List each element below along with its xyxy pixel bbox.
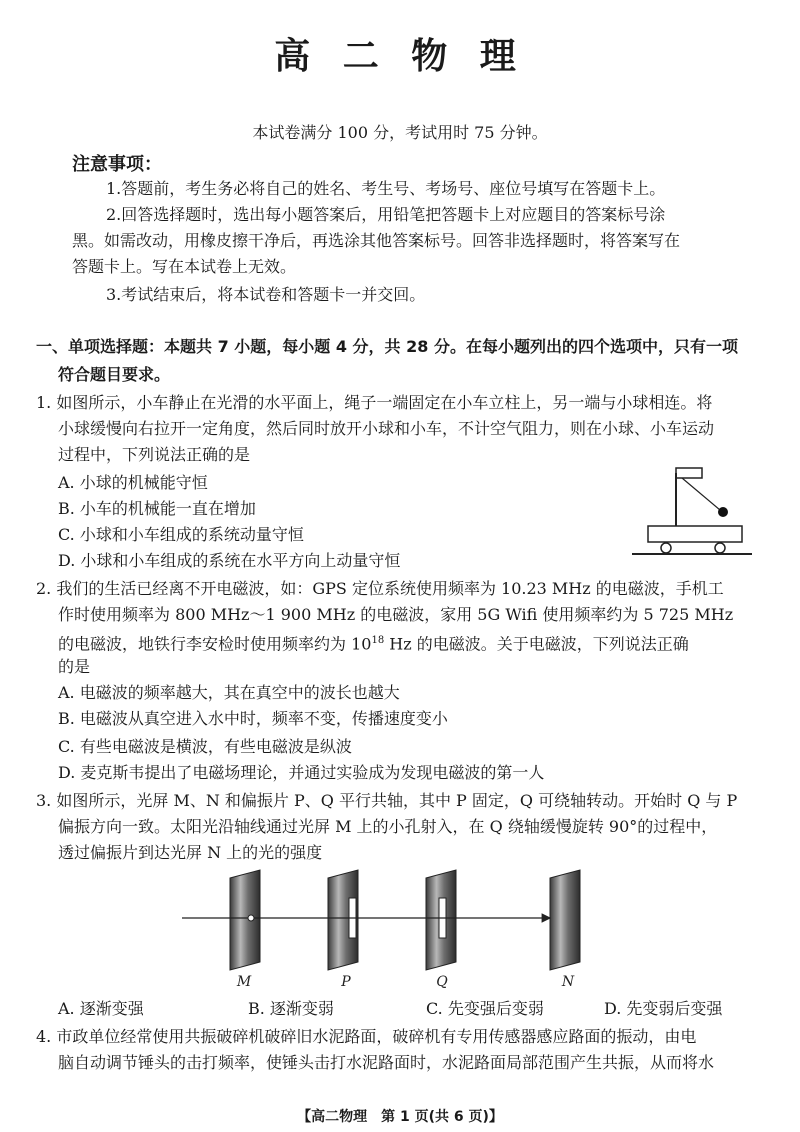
q3-stem: 偏振方向一致。太阳光沿轴线通过光屏 M 上的小孔射入，在 Q 绕轴缓慢旋转 90°的过程中，	[58, 817, 718, 836]
pendulum-string	[682, 478, 720, 510]
label-p: P	[341, 974, 351, 988]
notice-line: 2.回答选择题时，选出每小题答案后，用铅笔把答题卡上对应题目的答案标号涂	[106, 205, 666, 224]
q3-stem: 透过偏振片到达光屏 N 上的光的强度	[58, 843, 323, 862]
q1-stem: 1. 如图所示，小车静止在光滑的水平面上，绳子一端固定在小车立柱上，另一端与小球相连。将	[36, 393, 713, 412]
q2-option-a: A. 电磁波的频率越大，其在真空中的波长也越大	[58, 683, 400, 702]
notice-line: 答题卡上。写在本试卷上无效。	[72, 257, 297, 276]
q1-option-c: C. 小球和小车组成的系统动量守恒	[58, 525, 304, 544]
pinhole	[248, 915, 254, 921]
q1-option-d: D. 小球和小车组成的系统在水平方向上动量守恒	[58, 551, 401, 570]
screen-n	[550, 870, 580, 970]
q3-option-b: B. 逐渐变弱	[248, 999, 334, 1018]
q2-option-d: D. 麦克斯韦提出了电磁场理论，并通过实验成为发现电磁波的第一人	[58, 763, 545, 782]
q2-stem: 2. 我们的生活已经离不开电磁波，如：GPS 定位系统使用频率为 10.23 MHz 的电磁波，手机工	[36, 579, 724, 598]
q1-option-a: A. 小球的机械能守恒	[58, 473, 208, 492]
q3-option-d: D. 先变弱后变强	[604, 999, 723, 1018]
q2-stem: 的电磁波，地铁行李安检时使用频率约为 $10^{18}$ Hz 的电磁波。关于电磁波，下列说法正确	[58, 634, 689, 654]
cart-wheel	[661, 543, 671, 553]
screen-m	[230, 870, 260, 970]
cart-body	[648, 526, 742, 542]
label-n: N	[561, 974, 575, 988]
exam-info: 本试卷满分 100 分，考试用时 75 分钟。	[252, 123, 548, 142]
polarizer-figure	[180, 868, 610, 988]
q2-stem: 作时使用频率为 800 MHz～1 900 MHz 的电磁波，家用 5G Wifi 使用频率约为 5 725 MHz	[58, 605, 734, 624]
label-m: M	[236, 974, 252, 988]
q3-stem: 3. 如图所示，光屏 M、N 和偏振片 P、Q 平行共轴，其中 P 固定，Q 可绕轴转动。开始时 Q 与 P	[36, 791, 738, 810]
q2-option-b: B. 电磁波从真空进入水中时，频率不变，传播速度变小	[58, 709, 448, 728]
q1-option-b: B. 小车的机械能一直在增加	[58, 499, 256, 518]
pendulum-crossbar-block	[676, 468, 702, 478]
q2-option-c: C. 有些电磁波是横波，有些电磁波是纵波	[58, 737, 352, 756]
q3-option-a: A. 逐渐变强	[58, 999, 144, 1018]
notice-line: 黑。如需改动，用橡皮擦干净后，再选涂其他答案标号。回答非选择题时，将答案写在	[72, 231, 681, 250]
page-title: 高 二 物 理	[274, 36, 526, 77]
notice-heading: 注意事项：	[72, 154, 162, 175]
q4-stem: 脑自动调节锤头的击打频率，使锤头击打水泥路面时，水泥路面局部范围产生共振，从而将水	[58, 1053, 715, 1072]
label-q: Q	[436, 974, 448, 988]
cart-wheel	[715, 543, 725, 553]
q3-option-c: C. 先变强后变弱	[426, 999, 544, 1018]
page-footer: 【高二物理 第 1 页(共 6 页)】	[297, 1109, 503, 1125]
pendulum-ball	[718, 507, 728, 517]
notice-line: 1.答题前，考生务必将自己的姓名、考生号、考场号、座位号填写在答题卡上。	[106, 179, 666, 198]
q1-stem: 小球缓慢向右拉开一定角度，然后同时放开小球和小车，不计空气阻力，则在小球、小车运动	[58, 419, 715, 438]
q2-stem: 的是	[58, 657, 91, 676]
q4-stem: 4. 市政单位经常使用共振破碎机破碎旧水泥路面，破碎机有专用传感器感应路面的振动，由电	[36, 1027, 697, 1046]
cart-pendulum-figure	[628, 462, 754, 568]
section-heading-cont: 符合题目要求。	[58, 365, 171, 384]
q1-stem: 过程中，下列说法正确的是	[58, 445, 251, 464]
notice-line: 3.考试结束后，将本试卷和答题卡一并交回。	[106, 285, 426, 304]
section-heading: 一、单项选择题：本题共 7 小题，每小题 4 分，共 28 分。在每小题列出的四个选项中，只有一项	[36, 337, 738, 356]
